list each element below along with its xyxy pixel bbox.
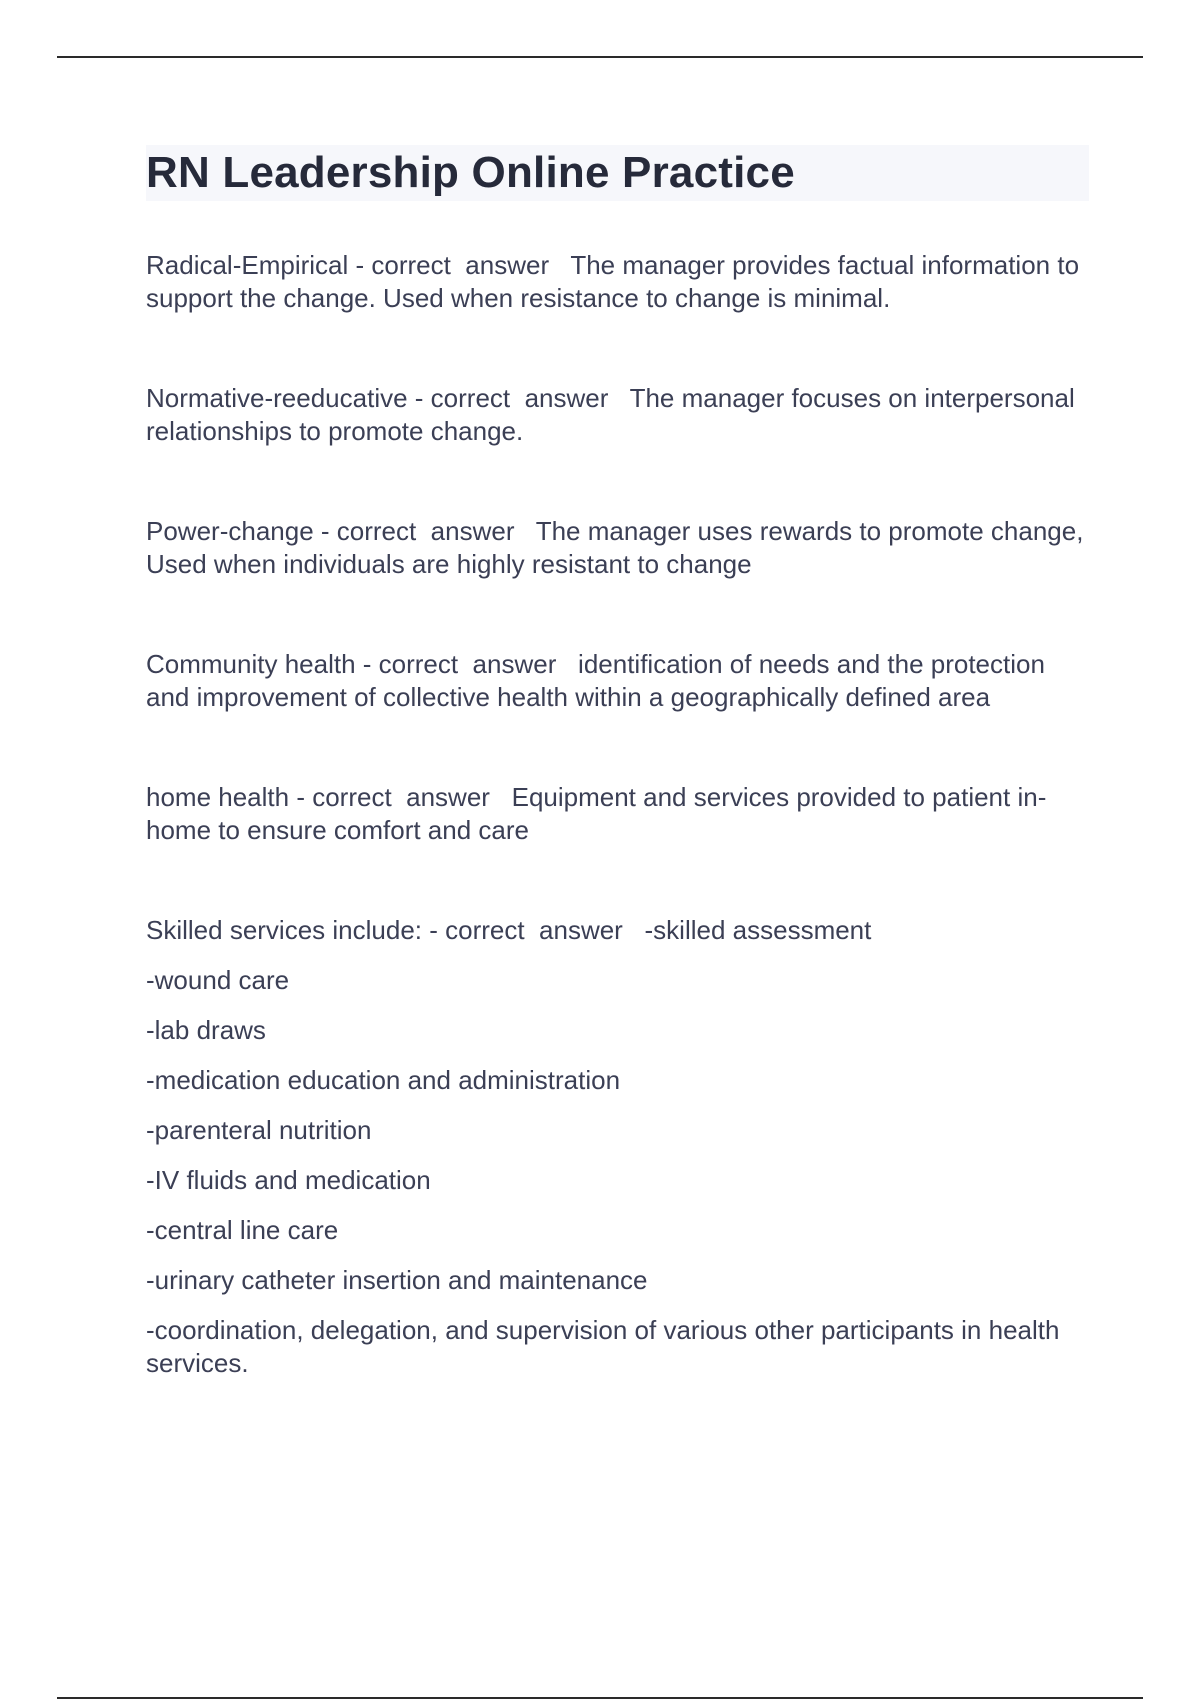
list-entry-header <box>146 914 1089 947</box>
entry-answer: The manager provides factual information to support the change. Used when resistance to change is minimal. <box>146 250 1080 313</box>
flashcard-entry <box>146 781 1089 847</box>
flashcard-entry-list <box>146 914 1089 1380</box>
list-item: -wound care <box>146 965 290 995</box>
flashcard-entry <box>146 249 1089 315</box>
list-item: -coordination, delegation, and supervision of various other participants in health services. <box>146 1315 1060 1378</box>
top-divider <box>57 56 1143 58</box>
entry-separator: - correct answer <box>348 250 571 280</box>
list-item: -medication education and administration <box>146 1065 621 1095</box>
flashcard-entry <box>146 382 1089 448</box>
entry-answer: -skilled assessment <box>644 915 872 945</box>
entry-term: Radical-Empirical <box>146 250 349 280</box>
entry-separator: - correct answer <box>407 383 630 413</box>
entry-separator: - correct answer <box>422 915 645 945</box>
page-title: RN Leadership Online Practice <box>146 148 795 197</box>
entry-term: Community health <box>146 649 356 679</box>
entry-answer: The manager uses rewards to promote change, Used when individuals are highly resistant to change <box>146 516 1084 579</box>
list-item: -IV fluids and medication <box>146 1165 431 1195</box>
list-item: -lab draws <box>146 1015 266 1045</box>
entry-answer: identification of needs and the protection and improvement of collective health within a geographically defined area <box>146 649 1045 712</box>
entry-term: Skilled services include: <box>146 915 423 945</box>
document-body <box>146 145 1089 1380</box>
entry-term: Normative-reeducative <box>146 383 408 413</box>
list-item: -parenteral nutrition <box>146 1115 372 1145</box>
flashcard-entry <box>146 515 1089 581</box>
title-banner <box>146 145 1089 201</box>
entry-separator: - correct answer <box>313 516 536 546</box>
entry-separator: - correct answer <box>355 649 579 679</box>
flashcard-entry <box>146 648 1089 714</box>
list-item: -central line care <box>146 1215 339 1245</box>
entry-term: Power-change <box>146 516 314 546</box>
entry-separator: - correct answer <box>289 782 512 812</box>
entry-answer: The manager focuses on interpersonal relationships to promote change. <box>146 383 1075 446</box>
entry-term: home health <box>146 782 290 812</box>
list-item: -urinary catheter insertion and maintenance <box>146 1265 648 1295</box>
entry-answer: Equipment and services provided to patient in-home to ensure comfort and care <box>146 782 1047 845</box>
bottom-divider <box>57 1697 1143 1699</box>
